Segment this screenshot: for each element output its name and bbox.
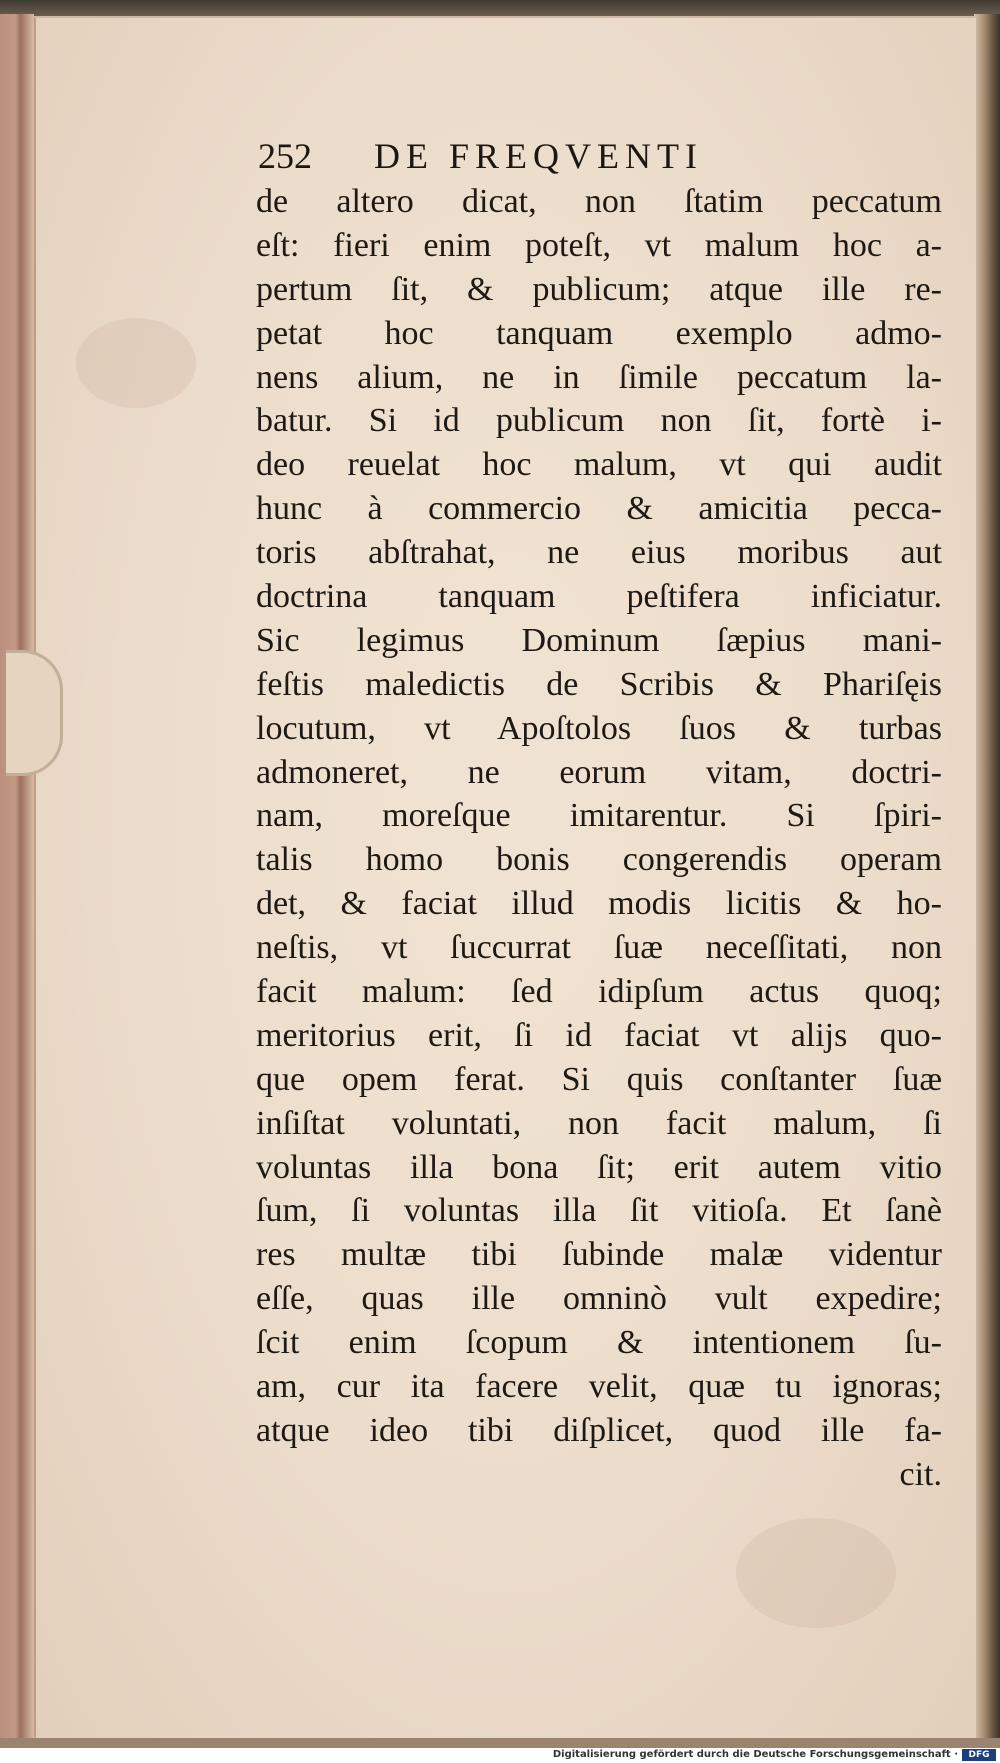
dfg-logo: DFG (962, 1749, 996, 1761)
text-line: admoneret, ne eorum vitam, doctri- (256, 753, 942, 791)
text-line: eſt: fieri enim poteſt, vt malum hoc a- (256, 226, 942, 264)
book-bottom-edge (0, 1738, 1000, 1748)
text-line: petat hoc tanquam exemplo admo- (256, 314, 942, 352)
text-line: inſiſtat voluntati, non facit malum, ſi (256, 1104, 942, 1142)
paper-stain (76, 318, 196, 408)
book-fore-edge (974, 14, 1000, 1744)
text-line: locutum, vt Apoſtolos ſuos & turbas (256, 709, 942, 747)
text-line: doctrina tanquam peſtifera inficiatur. (256, 578, 942, 616)
catchword: cit. (899, 1455, 942, 1493)
text-line: ſum, ſi voluntas illa ſit vitioſa. Et ſanè (256, 1192, 942, 1230)
text-line: ſcit enim ſcopum & intentionem ſu- (256, 1324, 942, 1362)
text-line: feſtis maledictis de Scribis & Phariſęis (256, 665, 942, 703)
text-line: atque ideo tibi diſplicet, quod ille fa- (256, 1411, 942, 1449)
text-line: neſtis, vt ſuccurrat ſuæ neceſſitati, non (256, 929, 942, 967)
body-text (256, 180, 942, 1497)
text-line: pertum ſit, & publicum; atque ille re- (256, 270, 942, 308)
book-top-edge (0, 0, 1000, 16)
text-line: facit malum: ſed idipſum actus quoq; (256, 973, 942, 1011)
text-line: nam, moreſque imitarentur. Si ſpiri- (256, 797, 942, 835)
text-line: que opem ferat. Si quis conſtanter ſuæ (256, 1060, 942, 1098)
text-line: meritorius erit, ſi id faciat vt alijs quo- (256, 1016, 942, 1054)
binding-clasp (6, 650, 63, 776)
paper-stain (736, 1518, 896, 1628)
text-line: voluntas illa bona ſit; erit autem vitio (256, 1148, 942, 1186)
text-line: deo reuelat hoc malum, vt qui audit (256, 446, 942, 484)
text-line: Sic legimus Dominum ſæpius mani- (256, 621, 942, 659)
text-line: nens alium, ne in ſimile peccatum la- (256, 358, 942, 396)
text-line: hunc à commercio & amicitia pecca- (256, 490, 942, 528)
text-line: det, & faciat illud modis licitis & ho- (256, 885, 942, 923)
text-line: res multæ tibi ſubinde malæ videntur (256, 1236, 942, 1274)
book-spine (0, 14, 34, 1744)
page-number: 252 (258, 136, 312, 176)
text-line: am, cur ita facere velit, quæ tu ignoras; (256, 1368, 942, 1406)
page-header (258, 130, 858, 182)
text-line: eſſe, quas ille omninò vult expedire; (256, 1280, 942, 1318)
digitization-credit: Digitalisierung gefördert durch die Deutsche Forschungsgemeinschaft · (552, 1749, 958, 1760)
text-line: toris abſtrahat, ne eius moribus aut (256, 534, 942, 572)
text-line: de altero dicat, non ſtatim peccatum (256, 183, 942, 220)
text-line: talis homo bonis congerendis operam (256, 841, 942, 879)
text-line: batur. Si id publicum non ſit, fortè i- (256, 402, 942, 440)
running-title: DE FREQVENTI (374, 136, 703, 176)
